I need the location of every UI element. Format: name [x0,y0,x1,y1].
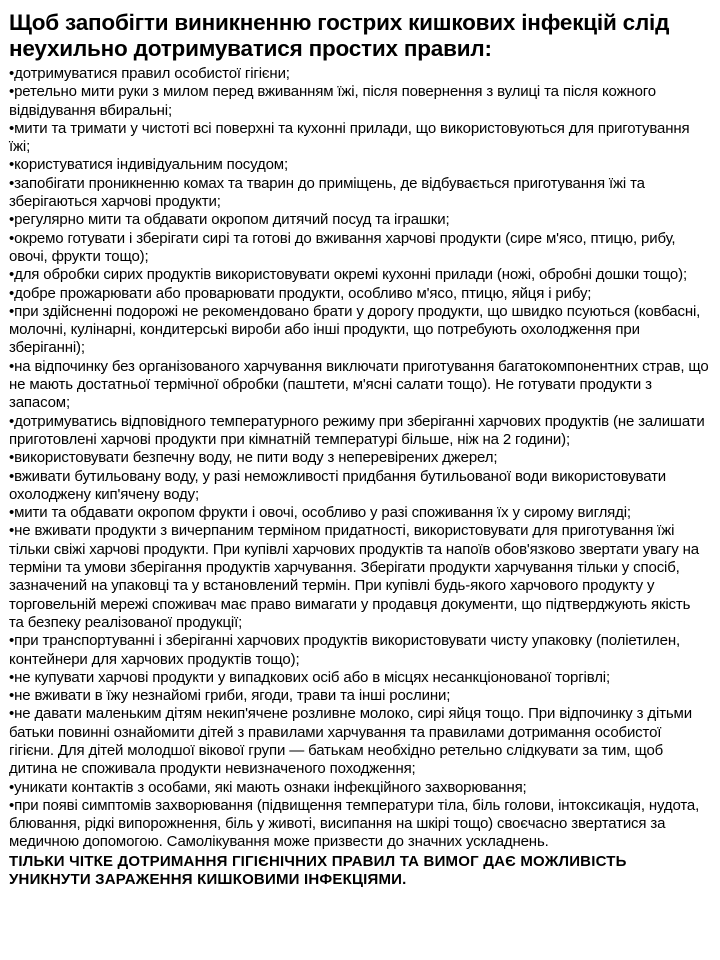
rule-item: •не купувати харчові продукти у випадкових осіб або в місцях несанкціонованої торгівлі; [9,668,611,686]
document-page [9,10,709,889]
rule-item: •для обробки сирих продуктів використовувати окремі кухонні прилади (ножі, обробні дошки тощо); [9,266,687,284]
rule-item: •добре прожарювати або проварювати продукти, особливо м'ясо, птицю, яйця і рибу; [9,284,592,302]
rule-item: •не вживати продукти з вичерпаним терміном придатності, використовувати для приготування їжі тільки свіжі харчові продукти. При купівлі харчових продуктів та напоїв обов'язково звертати увагу на терміни та умови зберігання продуктів харчування. Зберігати продукти харчування тільки у спосіб, зазначений на упаковці та у встановлений термін. При купівлі будь-якого харчового продукту у торговельній мережі споживач має право вимагати у продавця документи, що підтверджують якість та безпеку реалізованої продукції; [9,522,699,631]
rule-item: •регулярно мити та обдавати окропом дитячий посуд та іграшки; [9,211,450,229]
rules-list [9,65,709,852]
rule-item: •уникати контактів з особами, які мають ознаки інфекційного захворювання; [9,778,527,796]
rule-item: •окремо готувати і зберігати сирі та готові до вживання харчові продукти (сире м'ясо, птицю, рибу, овочі, фрукти тощо); [9,229,676,265]
closing-statement: ТІЛЬКИ ЧІТКЕ ДОТРИМАННЯ ГІГІЄНІЧНИХ ПРАВИЛ ТА ВИМОГ ДАЄ МОЖЛИВІСТЬ УНИКНУТИ ЗАРАЖЕННЯ КИШКОВИМИ ІНФЕКЦІЯМИ. [9,852,627,888]
rule-item: •дотримуватися правил особистої гігієни; [9,65,290,82]
rule-item: •мити та тримати у чистоті всі поверхні та кухонні прилади, що використовуються для приготування їжі; [9,119,690,156]
rule-item: •при появі симптомів захворювання (підвищення температури тіла, біль голови, інтоксикація, нудота, блювання, рідкі випорожнення, біль у животі, висипання на шкірі тощо) своєчасно звертатися за медичною допомогою. Самолікування може призвести до значних ускладнень. [9,796,700,851]
rule-item: •користуватися індивідуальним посудом; [9,156,288,174]
rule-item: •не вживати в їжу незнайомі гриби, ягоди, трави та інші рослини; [9,687,451,705]
rule-item: •на відпочинку без організованого харчування виключати приготування багатокомпонентних страв, що не мають достатньої термічної обробки (паштети, м'ясні салати тощо). Не готувати продукти з запасом; [9,357,709,412]
rule-item: •при транспортуванні і зберіганні харчових продуктів використовувати чисту упаковку (поліетилен, контейнери для харчових продуктів тощо); [9,632,681,668]
rule-item: •дотримуватись відповідного температурного режиму при зберіганні харчових продуктів (не залишати приготовлені харчові продукти при кімнатній температурі більше, ніж на 2 години); [9,412,705,448]
rule-item: •мити та обдавати окропом фрукти і овочі, особливо у разі споживання їх у сирому вигляді; [9,504,631,522]
rule-item: •не давати маленьким дітям некип'ячене розливне молоко, сирі яйця тощо. При відпочинку з дітьми батьки повинні ознайомити дітей з правилами харчування та правилами дотримання особистої гігієни. Для дітей молодшої вікової групи — батькам необхідно ретельно слідкувати за тим, щоб дитина не споживала продукти невизначеного походження; [9,705,692,778]
rule-item: •ретельно мити руки з милом перед вживанням їжі, після повернення з вулиці та після кожного відвідування вбиральні; [9,83,656,119]
rule-item: •використовувати безпечну воду, не пити воду з неперевірених джерел; [9,449,498,467]
rule-item: •при здійсненні подорожі не рекомендовано брати у дорогу продукти, що швидко псуються (ковбасні, молочні, кулінарні, кондитерські вироби або інші продукти, що потребують охолодження при зберіганні); [9,302,701,357]
rule-item: •вживати бутильовану воду, у разі неможливості придбання бутильованої води використовувати охолоджену кип'ячену воду; [9,467,667,503]
document-title: Щоб запобігти виникненню гострих кишкових інфекцій слід неухильно дотримуватися простих правил: [9,10,670,61]
rule-item: •запобігати проникненню комах та тварин до приміщень, де відбувається приготування їжі та зберігаються харчові продукти; [9,174,645,211]
